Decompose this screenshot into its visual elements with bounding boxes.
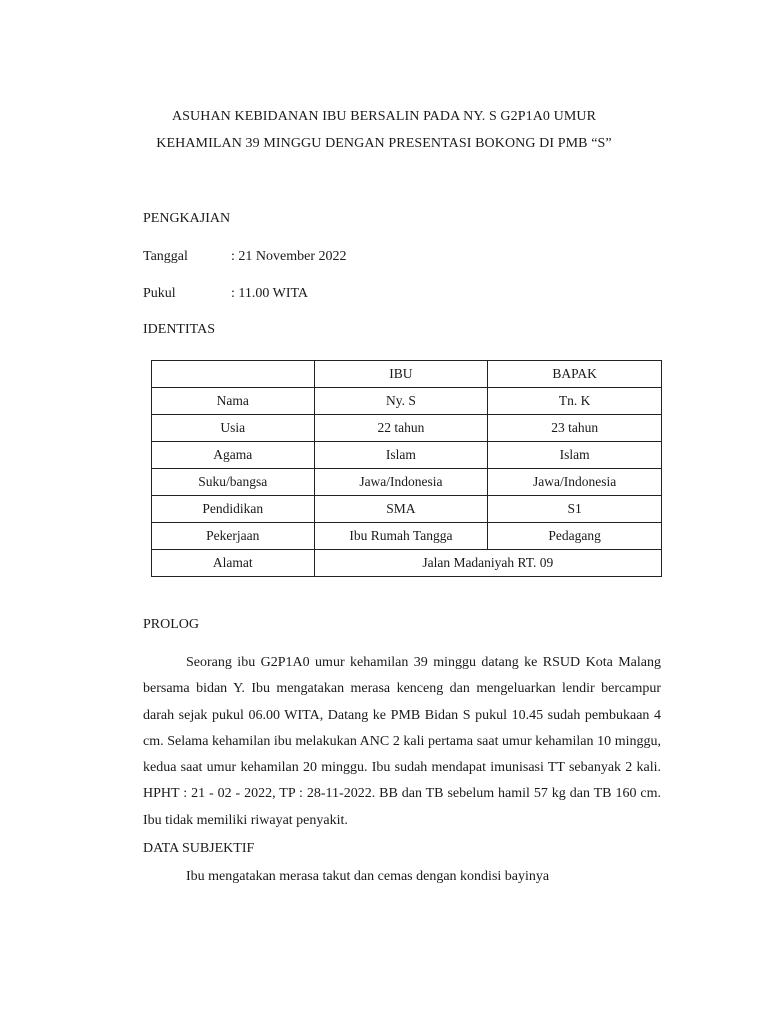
table-cell: Nama [152,388,315,415]
pukul-value: : 11.00 WITA [231,286,309,301]
table-header-row [152,361,662,388]
table-cell: Suku/bangsa [152,469,315,496]
table-cell: Jawa/Indonesia [314,469,488,496]
table-row [152,388,662,415]
table-cell: Jawa/Indonesia [488,469,662,496]
prolog-heading: PROLOG [143,617,200,632]
table-row [152,469,662,496]
table-cell: Islam [488,442,662,469]
data-subjektif-paragraph: Ibu mengatakan merasa takut dan cemas dengan kondisi bayinya [186,869,550,884]
table-cell: Alamat [152,550,315,577]
identitas-heading: IDENTITAS [143,322,215,337]
table-cell: Islam [314,442,488,469]
table-header-cell [152,361,315,388]
table-row [152,442,662,469]
table-cell: Ibu Rumah Tangga [314,523,488,550]
table-row [152,523,662,550]
table-header-cell: BAPAK [488,361,662,388]
table-cell: Pekerjaan [152,523,315,550]
table-row-alamat [152,550,662,577]
tanggal-value: : 21 November 2022 [231,249,347,264]
pengkajian-heading: PENGKAJIAN [143,211,231,226]
table-cell: SMA [314,496,488,523]
table-cell: 23 tahun [488,415,662,442]
table-cell: Usia [152,415,315,442]
table-cell: S1 [488,496,662,523]
alamat-value-cell: Jalan Madaniyah RT. 09 [314,550,661,577]
table-cell: Tn. K [488,388,662,415]
pukul-label: Pukul [143,286,176,301]
table-header-cell: IBU [314,361,488,388]
table-cell: Pedagang [488,523,662,550]
table-row [152,496,662,523]
prolog-paragraph: Seorang ibu G2P1A0 umur kehamilan 39 minggu datang ke RSUD Kota Malang bersama bidan Y. Ibu mengatakan merasa kenceng dan mengeluarkan lendir bercampur darah sejak pukul 06.00 WITA, Datang ke PMB Bidan S pukul 10.45 sudah pembukaan 4 cm. Selama kehamilan ibu melakukan ANC 2 kali pertama saat umur kehamilan 10 minggu, kedua saat umur kehamilan 20 minggu. Ibu sudah mendapat imunisasi TT sebanyak 2 kali. HPHT : 21 - 02 - 2022, TP : 28-11-2022. BB dan TB sebelum hamil 57 kg dan TB 160 cm. Ibu tidak memiliki riwayat penyakit. [143,655,661,828]
table-cell: Pendidikan [152,496,315,523]
data-subjektif-heading: DATA SUBJEKTIF [143,841,255,856]
table-cell: Agama [152,442,315,469]
table-row [152,415,662,442]
document-title-line-2: KEHAMILAN 39 MINGGU DENGAN PRESENTASI BOKONG DI PMB “S” [156,136,612,151]
table-cell: 22 tahun [314,415,488,442]
table-cell: Ny. S [314,388,488,415]
identitas-table [151,360,662,577]
tanggal-label: Tanggal [143,249,188,264]
document-title-line-1: ASUHAN KEBIDANAN IBU BERSALIN PADA NY. S G2P1A0 UMUR [171,109,597,124]
